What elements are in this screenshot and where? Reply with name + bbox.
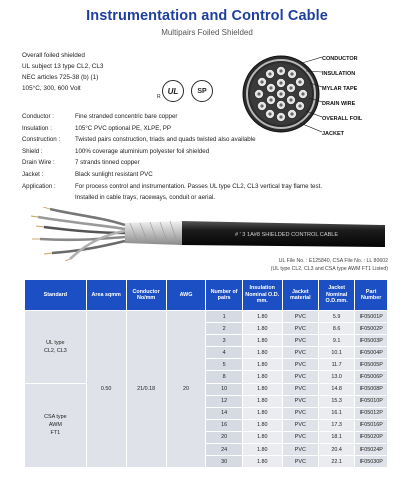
legend-label: MYLAR TAPE [322,86,358,92]
property-row [22,123,322,135]
file-numbers [271,258,388,273]
page-title: Instrumentation and Control Cable [86,8,328,24]
column-header: Conductor No/mm [126,280,166,311]
area-cell: 0.50 [86,311,126,468]
jacket-material-cell: PVC [282,323,318,335]
insulation-cell: 1.80 [242,383,282,395]
property-key: Shield : [22,147,43,155]
insulation-cell: 1.80 [242,395,282,407]
insulation-cell: 1.80 [242,419,282,431]
ul-logo-mark: R [157,94,161,100]
pairs-cell: 30 [206,456,242,468]
jacket-od-cell: 14.8 [318,383,354,395]
jacket-od-cell: 11.7 [318,359,354,371]
property-value: Twisted pairs construction, triads and quads twisted also available [75,136,256,144]
awg-cell: 20 [166,311,206,468]
jacket-od-cell: 9.1 [318,335,354,347]
jacket-od-cell: 16.1 [318,407,354,419]
spec-item: 105°C, 300, 600 Volt [22,85,81,92]
part-number-cell: IF05003P [355,335,388,347]
legend-label: INSULATION [322,71,356,77]
legend-label: CONDUCTOR [322,56,358,62]
spec-item: Overall foiled shielded [22,52,85,59]
csa-logo-text: SP [197,87,207,95]
jacket-od-cell: 18.1 [318,431,354,443]
standard-text: UL type [46,339,65,346]
table-header-row [25,280,388,311]
part-number-cell: IF05001P [355,311,388,323]
insulation-cell: 1.80 [242,371,282,383]
jacket-material-cell: PVC [282,359,318,371]
property-row [22,157,322,169]
insulation-cell: 1.80 [242,347,282,359]
cable-print-text: # ' 3 1A#8 SHIELDED CONTROL CABLE [235,232,339,238]
jacket-od-cell: 5.9 [318,311,354,323]
table-row [25,311,388,323]
legend-label: DRAIN WIRE [322,101,356,107]
part-number-cell: IF05002P [355,323,388,335]
column-header: Number of pairs [206,280,242,311]
part-number-cell: IF05006P [355,371,388,383]
spec-item: NEC articles 725-38 (b) (1) [22,74,99,81]
pairs-cell: 10 [206,383,242,395]
pairs-cell: 8 [206,371,242,383]
pairs-cell: 5 [206,359,242,371]
jacket-material-cell: PVC [282,311,318,323]
property-value: Installed in cable trays, raceways, conduit or aerial. [75,194,215,202]
standard-text: FT1 [50,430,61,437]
ul-logo-text: UL [167,86,179,96]
cable-photo-illustration [30,207,390,261]
cross-section-legend [322,52,362,142]
part-number-cell: IF05012P [355,407,388,419]
pairs-cell: 2 [206,323,242,335]
spec-item: UL subject 13 type CL2, CL3 [22,63,104,70]
part-number-cell: IF05004P [355,347,388,359]
column-header: Insulation Nominal O.D. mm. [242,280,282,311]
standard-cell-ul [25,311,87,384]
part-number-cell: IF05005P [355,359,388,371]
property-row [22,146,322,158]
insulation-cell: 1.80 [242,444,282,456]
property-key: Construction : [22,136,61,144]
property-value: Black sunlight resistant PVC [75,170,153,178]
standard-text: AWM [48,422,62,429]
property-row-continued [22,192,322,204]
part-number-cell: IF05030P [355,456,388,468]
insulation-cell: 1.80 [242,407,282,419]
column-header: AWG [166,280,206,311]
insulation-cell: 1.80 [242,431,282,443]
legend-label: JACKET [322,131,345,137]
column-header: Standard [25,280,87,311]
jacket-material-cell: PVC [282,407,318,419]
property-value: For process control and instrumentation. Passes UL type CL2, CL3 vertical tray flame test. [75,182,323,190]
ul-listed-logo [157,80,184,102]
pairs-cell: 20 [206,431,242,443]
jacket-material-cell: PVC [282,431,318,443]
part-number-cell: IF05008P [355,383,388,395]
jacket-material-cell: PVC [282,444,318,456]
pairs-cell: 12 [206,395,242,407]
page-subtitle: Multipairs Foiled Shielded [161,28,253,37]
legend-label: OVERALL FOIL [322,116,363,122]
column-header: Area sqmm [86,280,126,311]
property-row [22,111,322,123]
jacket-od-cell: 8.6 [318,323,354,335]
standard-text: CL2, CL3 [43,347,67,354]
property-key: Drain Wire : [22,159,55,167]
insulation-cell: 1.80 [242,335,282,347]
jacket-material-cell: PVC [282,383,318,395]
standard-text: CSA type [44,414,67,421]
insulation-cell: 1.80 [242,456,282,468]
jacket-material-cell: PVC [282,395,318,407]
jacket-material-cell: PVC [282,419,318,431]
specification-table [24,279,388,468]
pairs-cell: 1 [206,311,242,323]
part-number-cell: IF05024P [355,444,388,456]
property-value: 7 strands tinned copper [75,159,140,167]
file-number-line: (UL type CL2, CL3 and CSA type AWM FT1 Listed) [270,265,388,272]
part-number-cell: IF05020P [355,431,388,443]
jacket-od-cell: 15.3 [318,395,354,407]
column-header: Jacket Nominal O.D.mm. [318,280,354,311]
table-row [25,383,388,395]
conductor-cell: 21/0.18 [126,311,166,468]
jacket-od-cell: 20.4 [318,444,354,456]
pairs-cell: 3 [206,335,242,347]
file-number-line: UL File No. : E125840, CSA File No. : LL 80602 [278,258,388,264]
jacket-od-cell: 10.1 [318,347,354,359]
insulation-cell: 1.80 [242,323,282,335]
insulation-cell: 1.80 [242,311,282,323]
part-number-cell: IF05016P [355,419,388,431]
property-value: 100% coverage aluminium polyester foil shielded [75,147,210,155]
properties-list [22,111,322,204]
property-key: Jacket : [22,170,44,178]
property-row [22,169,322,181]
property-key: Insulation : [22,124,52,132]
property-key: Application : [22,182,56,190]
pairs-cell: 4 [206,347,242,359]
pairs-cell: 14 [206,407,242,419]
insulation-cell: 1.80 [242,359,282,371]
jacket-material-cell: PVC [282,335,318,347]
jacket-od-cell: 13.0 [318,371,354,383]
column-header: Jacket material [282,280,318,311]
jacket-od-cell: 17.3 [318,419,354,431]
property-row [22,181,322,193]
jacket-material-cell: PVC [282,347,318,359]
pairs-cell: 16 [206,419,242,431]
property-value: 105°C PVC optional PE, XLPE, PP [75,124,172,132]
jacket-material-cell: PVC [282,456,318,468]
standard-cell-csa [25,383,87,468]
spec-list [22,50,103,94]
property-value: Fine stranded concentric bare copper [75,113,178,120]
part-number-cell: IF05010P [355,395,388,407]
jacket-material-cell: PVC [282,371,318,383]
csa-logo [191,80,213,102]
pairs-cell: 24 [206,444,242,456]
property-row [22,134,322,146]
jacket-od-cell: 22.1 [318,456,354,468]
property-key: Conductor : [22,113,54,120]
column-header: Part Number [355,280,388,311]
